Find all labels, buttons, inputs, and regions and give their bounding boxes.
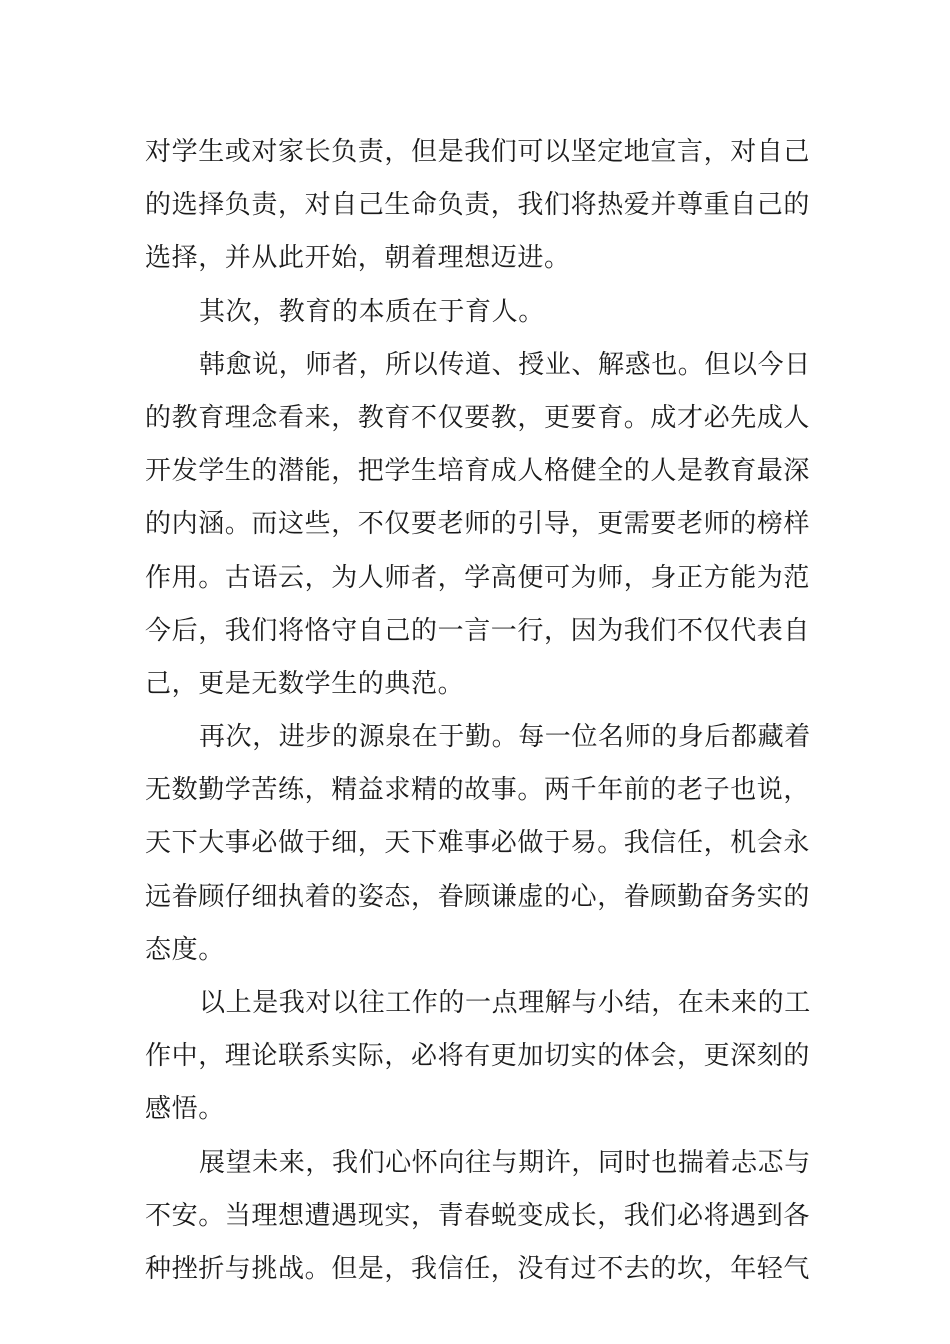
- document-body: [145, 126, 810, 1296]
- text-line: 作中，理论联系实际，必将有更加切实的体会，更深刻的: [145, 1041, 811, 1072]
- text-line: 远眷顾仔细执着的姿态，眷顾谦虚的心，眷顾勤奋务实的: [145, 881, 811, 912]
- text-line: 开发学生的潜能，把学生培育成人格健全的人是教育最深: [145, 456, 811, 487]
- text-line: 不安。当理想遭遇现实，青春蜕变成长，我们必将遇到各: [145, 1200, 811, 1231]
- text-line: 天下大事必做于细，天下难事必做于易。我信任，机会永: [145, 828, 811, 859]
- text-line: 选择，并从此开始，朝着理想迈进。: [145, 243, 571, 274]
- paragraph-start-line: 其次，教育的本质在于育人。: [199, 296, 545, 327]
- paragraph-start-line: 以上是我对以往工作的一点理解与小结，在未来的工: [199, 988, 811, 1018]
- paragraph-start-line: 展望未来，我们心怀向往与期许，同时也揣着忐忑与: [199, 1147, 811, 1178]
- text-line: 感悟。: [145, 1094, 225, 1125]
- paragraph-start-line: 韩愈说，师者，所以传道、授业、解惑也。但以今日: [199, 349, 811, 380]
- text-line: 态度。: [145, 934, 225, 965]
- text-line: 的教育理念看来，教育不仅要教，更要育。成才必先成人: [145, 402, 811, 433]
- text-line: 的内涵。而这些，不仅要老师的引导，更需要老师的榜样: [145, 509, 811, 540]
- text-line: 己，更是无数学生的典范。: [145, 668, 465, 699]
- text-line: 作用。古语云，为人师者，学高便可为师，身正方能为范: [145, 562, 811, 593]
- paragraph-start-line: 再次，进步的源泉在于勤。每一位名师的身后都藏着: [199, 722, 811, 753]
- text-line: 对学生或对家长负责，但是我们可以坚定地宣言，对自己: [145, 137, 811, 167]
- text-line: 无数勤学苦练，精益求精的故事。两千年前的老子也说，: [145, 775, 811, 806]
- text-line: 今后，我们将恪守自己的一言一行，因为我们不仅代表自: [145, 615, 811, 646]
- text-line: 种挫折与挑战。但是，我信任，没有过不去的坎，年轻气: [145, 1253, 811, 1284]
- text-line: 的选择负责，对自己生命负责，我们将热爱并尊重自己的: [145, 190, 811, 221]
